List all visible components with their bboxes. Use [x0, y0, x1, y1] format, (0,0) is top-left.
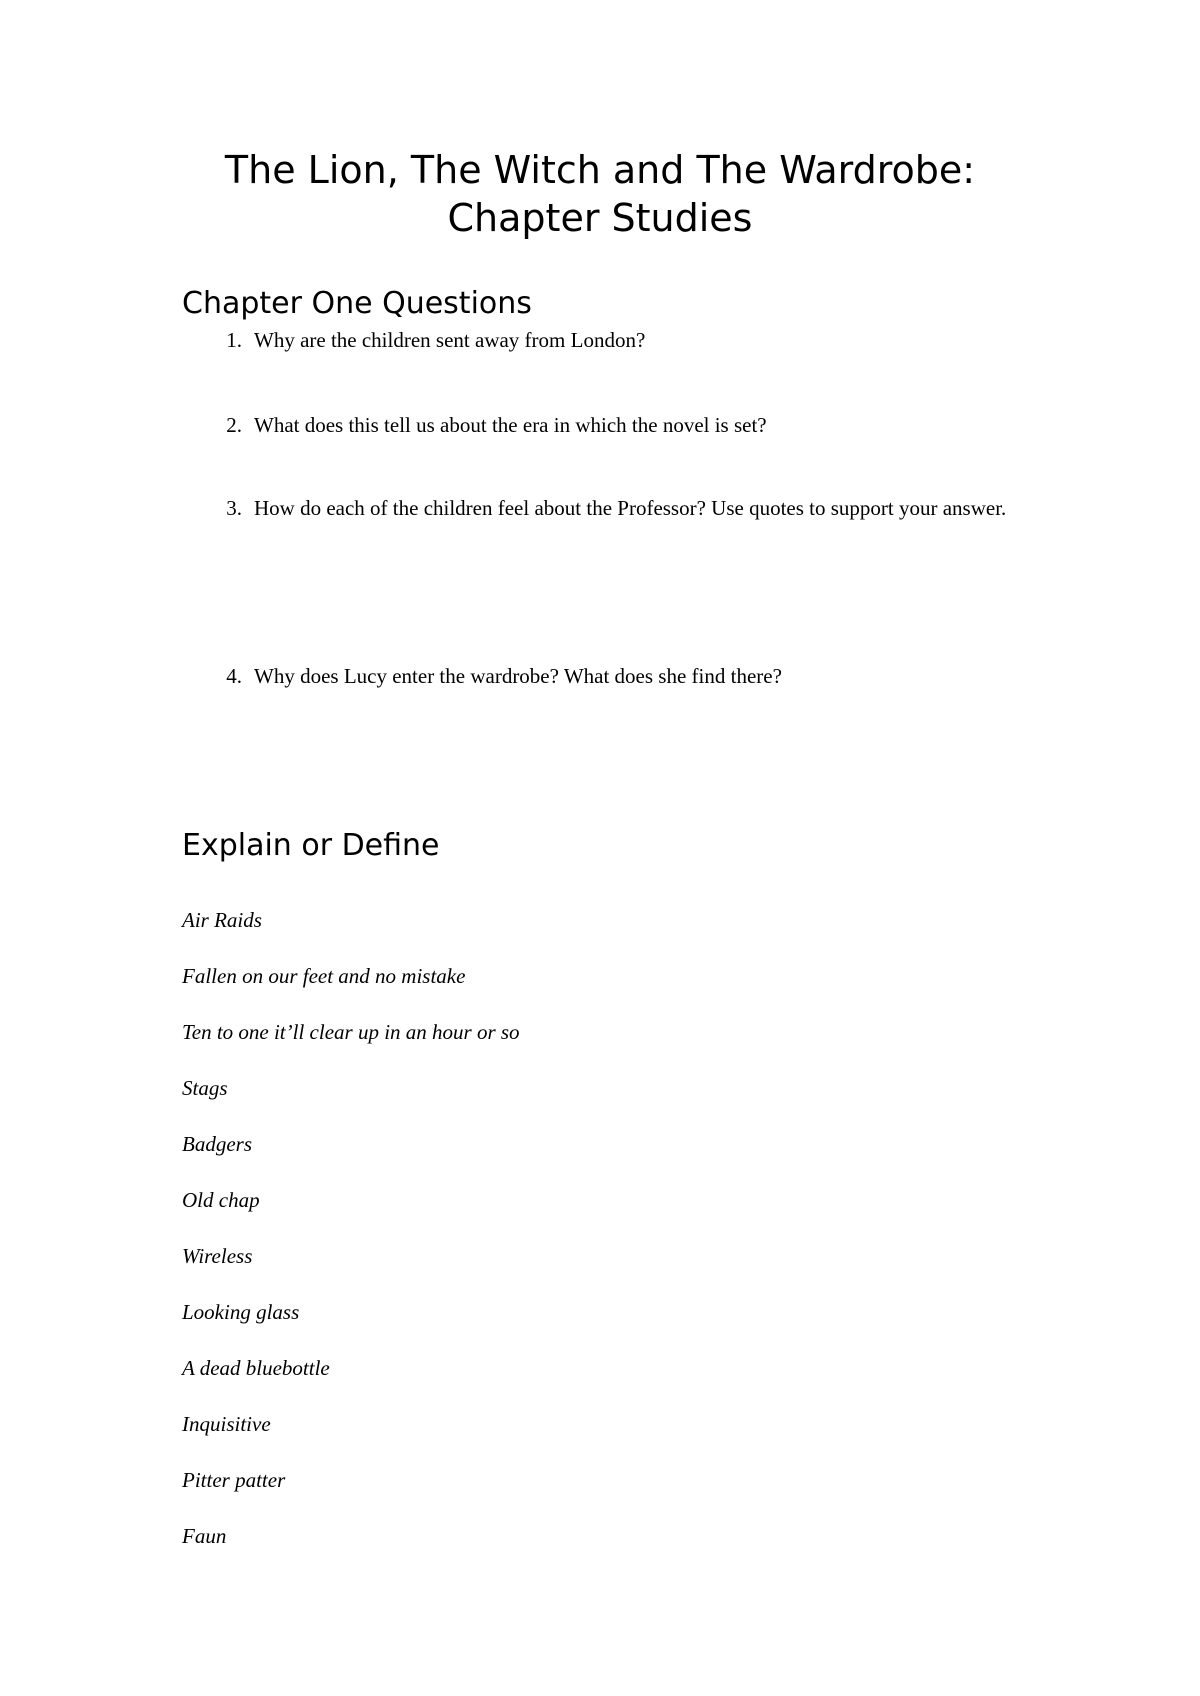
term-item: Fallen on our feet and no mistake	[182, 964, 466, 988]
term-item: Looking glass	[182, 1300, 300, 1324]
question-item	[216, 494, 1016, 522]
define-heading: Explain or Define	[182, 828, 440, 863]
term-item: Wireless	[182, 1244, 253, 1268]
term-item: Old chap	[182, 1188, 260, 1212]
document-title	[150, 146, 1050, 242]
question-number: 1.	[226, 328, 242, 352]
title-line-2: Chapter Studies	[447, 196, 753, 240]
question-text: Why are the children sent away from London?	[254, 328, 646, 352]
term-item: Ten to one it’ll clear up in an hour or so	[182, 1020, 520, 1044]
question-item	[216, 326, 1016, 354]
question-text: What does this tell us about the era in which the novel is set?	[254, 413, 767, 437]
term-item: Pitter patter	[182, 1468, 286, 1492]
question-item	[216, 662, 1016, 690]
term-item: Faun	[182, 1524, 227, 1548]
term-item: Badgers	[182, 1132, 252, 1156]
term-item: Inquisitive	[182, 1412, 271, 1436]
question-item	[216, 411, 1016, 439]
term-item: A dead bluebottle	[182, 1356, 330, 1380]
question-number: 2.	[226, 413, 242, 437]
question-number: 3.	[226, 496, 242, 520]
question-number: 4.	[226, 664, 242, 688]
term-item: Air Raids	[182, 908, 262, 932]
term-item: Stags	[182, 1076, 228, 1100]
question-text: How do each of the children feel about the Professor? Use quotes to support your answer.	[254, 496, 1007, 520]
questions-heading: Chapter One Questions	[182, 286, 532, 321]
title-line-1: The Lion, The Witch and The Wardrobe:	[224, 148, 976, 192]
question-text: Why does Lucy enter the wardrobe? What does she find there?	[254, 664, 782, 688]
